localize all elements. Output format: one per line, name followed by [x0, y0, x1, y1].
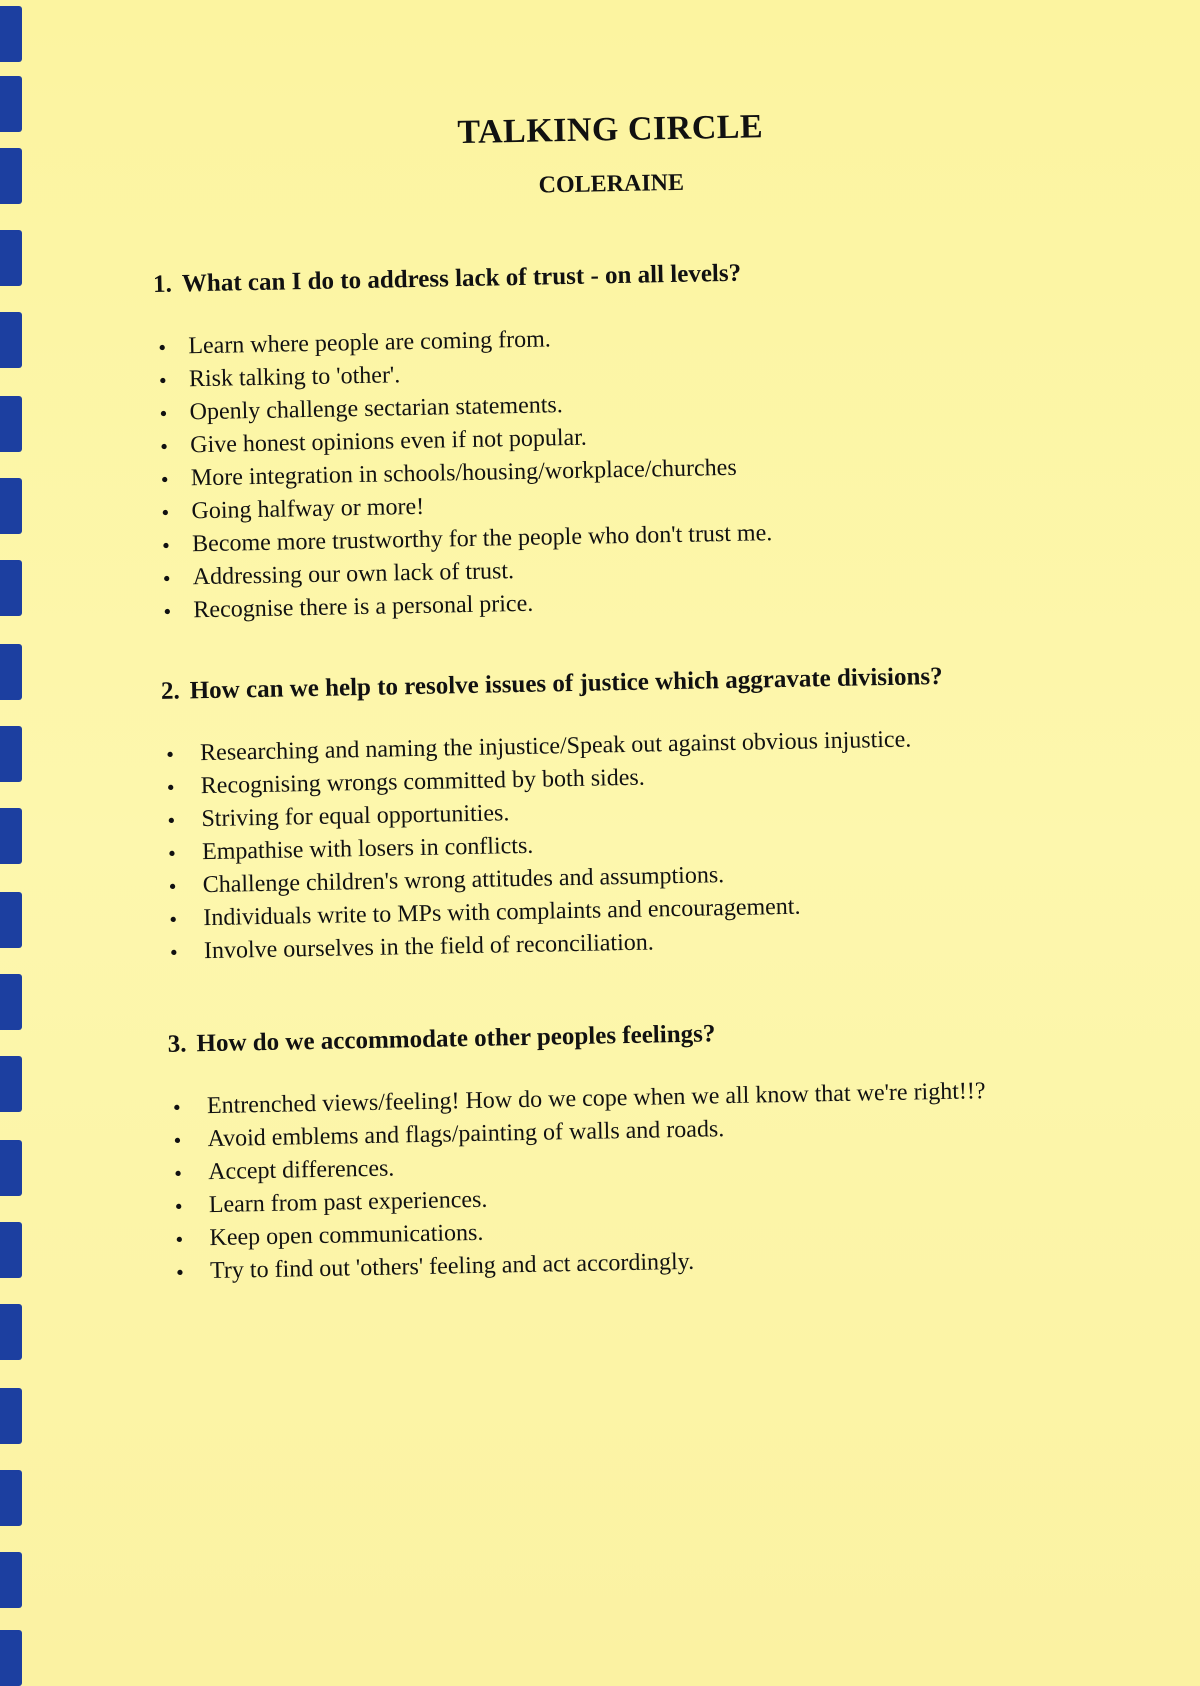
binding-tab	[0, 726, 22, 782]
binding-tab	[0, 1222, 22, 1278]
section-number: 1.	[152, 270, 173, 298]
section-1-list	[154, 315, 1000, 628]
binding-tab	[0, 6, 22, 62]
binding-tab	[0, 1388, 22, 1444]
binding-tab	[0, 1630, 22, 1686]
section-number: 3.	[167, 1030, 187, 1058]
list-item: • Recognise there is a personal price.	[159, 579, 999, 628]
list-item: • Addressing our own lack of trust.	[158, 546, 998, 595]
binding-tab	[0, 1056, 22, 1112]
list-item: • Striving for equal opportunities.	[163, 788, 1003, 837]
binding-tab	[0, 1552, 22, 1608]
question-text: What can I do to address lack of trust - on all levels?	[181, 259, 742, 298]
binding-tab	[0, 312, 22, 368]
question-text: How do we accommodate other peoples feelings?	[196, 1020, 716, 1058]
section-number: 2.	[160, 677, 180, 705]
binding-tab	[0, 148, 22, 204]
binding-tab	[0, 1140, 22, 1196]
binding-tab	[0, 892, 22, 948]
list-item: • Risk talking to 'other'.	[155, 348, 995, 397]
list-item: • Entrenched views/feeling! How do we cope when we all know that we're right!!?	[169, 1075, 1009, 1124]
section-2-question	[161, 656, 1002, 712]
document-content	[150, 104, 1012, 1289]
list-item: • Going halfway or more!	[157, 480, 997, 529]
spiral-binding	[0, 0, 26, 1686]
list-item: • Challenge children's wrong attitudes and assumptions.	[164, 854, 1004, 903]
question-text: How can we help to resolve issues of justice which aggravate divisions?	[189, 662, 943, 705]
section-3-question	[167, 1009, 1008, 1065]
list-item: • Learn where people are coming from.	[154, 315, 994, 364]
list-item: • Avoid emblems and flags/painting of walls and roads.	[169, 1108, 1009, 1157]
binding-tab	[0, 974, 22, 1030]
list-item: • Empathise with losers in conflicts.	[164, 821, 1004, 870]
page-subtitle: COLERAINE	[538, 169, 685, 199]
list-item: • Learn from past experiences.	[171, 1174, 1011, 1223]
list-item: • Give honest opinions even if not popular.	[156, 414, 996, 463]
section-3-list	[169, 1075, 1013, 1289]
binding-tab	[0, 644, 22, 700]
list-item: • Accept differences.	[170, 1141, 1010, 1190]
page-title: TALKING CIRCLE	[457, 108, 764, 152]
binding-tab	[0, 396, 22, 452]
binding-tab	[0, 808, 22, 864]
binding-tab	[0, 76, 22, 132]
list-item: • Researching and naming the injustice/Speak out against obvious injustice.	[162, 722, 1002, 771]
binding-tab	[0, 478, 22, 534]
section-2-list	[162, 722, 1006, 969]
binding-tab	[0, 1470, 22, 1526]
section-1-question	[153, 249, 994, 305]
list-item: • Recognising wrongs committed by both sides.	[162, 755, 1002, 804]
binding-tab	[0, 560, 22, 616]
list-item: • Try to find out 'others' feeling and act accordingly.	[172, 1240, 1012, 1289]
list-item: • More integration in schools/housing/workplace/churches	[157, 447, 997, 496]
list-item: • Openly challenge sectarian statements.	[155, 381, 995, 430]
binding-tab	[0, 1304, 22, 1360]
list-item: • Keep open communications.	[171, 1207, 1011, 1256]
list-item: • Individuals write to MPs with complaints and encouragement.	[165, 887, 1005, 936]
binding-tab	[0, 230, 22, 286]
list-item: • Involve ourselves in the field of reconciliation.	[166, 920, 1006, 969]
list-item: • Become more trustworthy for the people who don't trust me.	[158, 513, 998, 562]
